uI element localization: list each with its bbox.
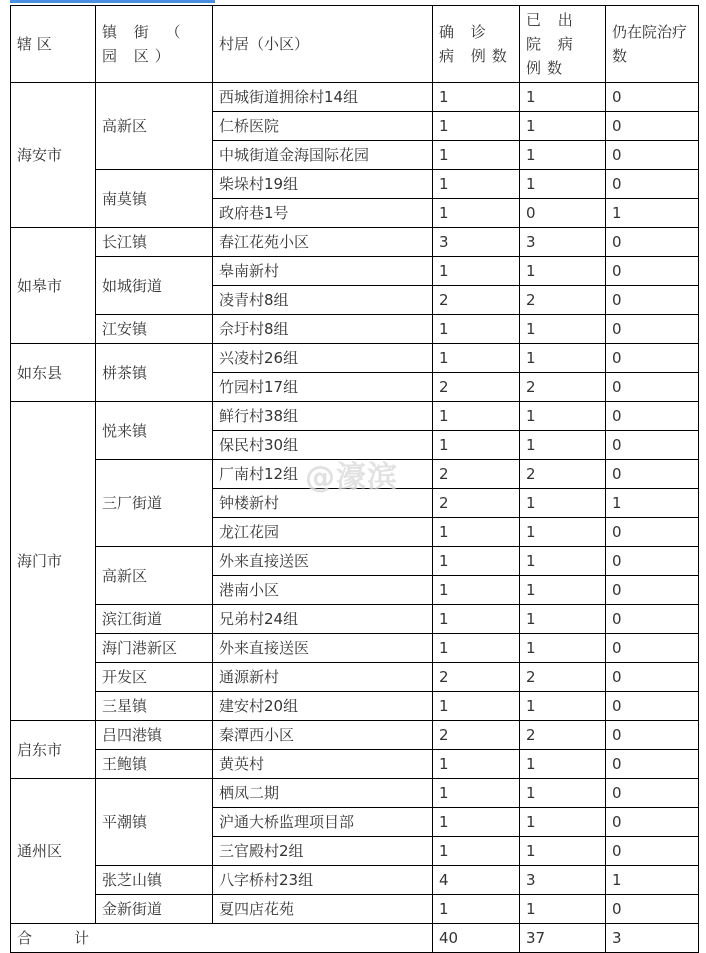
village-cell: 黄英村 <box>213 750 433 779</box>
header-hospitalized: 仍在院治疗数 <box>606 6 699 83</box>
village-cell: 春江花苑小区 <box>213 228 433 257</box>
discharged-cell: 3 <box>520 228 606 257</box>
discharged-cell: 1 <box>520 170 606 199</box>
discharged-cell: 2 <box>520 721 606 750</box>
hospitalized-cell: 0 <box>606 315 699 344</box>
confirmed-cell: 1 <box>433 692 520 721</box>
village-cell: 秦潭西小区 <box>213 721 433 750</box>
discharged-cell: 0 <box>520 199 606 228</box>
village-cell: 柴垛村19组 <box>213 170 433 199</box>
header-confirmed: 确 诊 病 例数 <box>433 6 520 83</box>
town-cell: 栟茶镇 <box>96 344 213 402</box>
table-row <box>11 257 699 286</box>
discharged-cell: 1 <box>520 779 606 808</box>
confirmed-cell: 3 <box>433 228 520 257</box>
table-row <box>11 228 699 257</box>
village-cell: 八字桥村23组 <box>213 866 433 895</box>
discharged-cell: 1 <box>520 83 606 112</box>
village-cell: 龙江花园 <box>213 518 433 547</box>
discharged-cell: 1 <box>520 431 606 460</box>
village-cell: 外来直接送医 <box>213 547 433 576</box>
confirmed-cell: 1 <box>433 808 520 837</box>
hospitalized-cell: 0 <box>606 837 699 866</box>
hospitalized-cell: 0 <box>606 83 699 112</box>
village-cell: 兄弟村24组 <box>213 605 433 634</box>
village-cell: 沪通大桥监理项目部 <box>213 808 433 837</box>
district-cell: 通州区 <box>11 779 96 924</box>
hospitalized-cell: 0 <box>606 634 699 663</box>
total-label-left: 合 <box>17 929 33 947</box>
town-cell: 三星镇 <box>96 692 213 721</box>
hospitalized-cell: 0 <box>606 257 699 286</box>
table-row <box>11 692 699 721</box>
confirmed-cell: 1 <box>433 257 520 286</box>
confirmed-cell: 1 <box>433 402 520 431</box>
table-row <box>11 460 699 489</box>
town-cell: 高新区 <box>96 547 213 605</box>
confirmed-cell: 1 <box>433 837 520 866</box>
hospitalized-cell: 0 <box>606 286 699 315</box>
table-row <box>11 170 699 199</box>
village-cell: 外来直接送医 <box>213 634 433 663</box>
confirmed-cell: 1 <box>433 634 520 663</box>
total-discharged-cell: 37 <box>520 924 606 953</box>
total-label <box>11 924 433 953</box>
discharged-cell: 1 <box>520 518 606 547</box>
district-cell: 启东市 <box>11 721 96 779</box>
hospitalized-cell: 0 <box>606 518 699 547</box>
town-cell: 三厂街道 <box>96 460 213 547</box>
discharged-cell: 2 <box>520 460 606 489</box>
town-cell: 海门港新区 <box>96 634 213 663</box>
hospitalized-cell: 0 <box>606 692 699 721</box>
discharged-cell: 1 <box>520 547 606 576</box>
town-cell: 如城街道 <box>96 257 213 315</box>
table-header-row <box>11 6 699 83</box>
confirmed-cell: 1 <box>433 779 520 808</box>
hospitalized-cell: 0 <box>606 344 699 373</box>
confirmed-cell: 2 <box>433 373 520 402</box>
hospitalized-cell: 0 <box>606 402 699 431</box>
confirmed-cell: 1 <box>433 431 520 460</box>
table-row <box>11 866 699 895</box>
confirmed-cell: 2 <box>433 663 520 692</box>
hospitalized-cell: 0 <box>606 373 699 402</box>
hospitalized-cell: 0 <box>606 170 699 199</box>
table-row <box>11 634 699 663</box>
confirmed-cell: 2 <box>433 460 520 489</box>
total-confirmed-cell: 40 <box>433 924 520 953</box>
district-cell: 如皋市 <box>11 228 96 344</box>
table-row <box>11 315 699 344</box>
hospitalized-cell: 0 <box>606 547 699 576</box>
village-cell: 鲜行村38组 <box>213 402 433 431</box>
watermark: @濠滨 <box>305 460 398 495</box>
table-row <box>11 895 699 924</box>
village-cell: 政府巷1号 <box>213 199 433 228</box>
discharged-cell: 1 <box>520 837 606 866</box>
district-cell: 海安市 <box>11 83 96 228</box>
hospitalized-cell: 0 <box>606 605 699 634</box>
village-cell: 三官殿村2组 <box>213 837 433 866</box>
town-cell: 滨江街道 <box>96 605 213 634</box>
confirmed-cell: 1 <box>433 344 520 373</box>
total-row <box>11 924 699 953</box>
table-row <box>11 547 699 576</box>
town-cell: 张芝山镇 <box>96 866 213 895</box>
village-cell: 通源新村 <box>213 663 433 692</box>
confirmed-cell: 4 <box>433 866 520 895</box>
village-cell: 夏四店花苑 <box>213 895 433 924</box>
confirmed-cell: 1 <box>433 895 520 924</box>
table-row <box>11 721 699 750</box>
header-village: 村居（小区） <box>213 6 433 83</box>
hospitalized-cell: 0 <box>606 663 699 692</box>
village-cell: 保民村30组 <box>213 431 433 460</box>
hospitalized-cell: 0 <box>606 460 699 489</box>
discharged-cell: 1 <box>520 605 606 634</box>
town-cell: 长江镇 <box>96 228 213 257</box>
total-label-right: 计 <box>74 929 90 947</box>
case-table <box>10 5 699 953</box>
town-cell: 南莫镇 <box>96 170 213 228</box>
discharged-cell: 1 <box>520 344 606 373</box>
district-cell: 如东县 <box>11 344 96 402</box>
table-row <box>11 83 699 112</box>
town-cell: 高新区 <box>96 83 213 170</box>
hospitalized-cell: 0 <box>606 228 699 257</box>
hospitalized-cell: 0 <box>606 750 699 779</box>
village-cell: 钟楼新村 <box>213 489 433 518</box>
confirmed-cell: 1 <box>433 141 520 170</box>
confirmed-cell: 1 <box>433 518 520 547</box>
discharged-cell: 1 <box>520 692 606 721</box>
table-row <box>11 402 699 431</box>
header-district: 辖 区 <box>11 6 96 83</box>
village-cell: 港南小区 <box>213 576 433 605</box>
confirmed-cell: 1 <box>433 605 520 634</box>
discharged-cell: 1 <box>520 750 606 779</box>
town-cell: 吕四港镇 <box>96 721 213 750</box>
confirmed-cell: 2 <box>433 489 520 518</box>
table-row <box>11 605 699 634</box>
confirmed-cell: 1 <box>433 199 520 228</box>
discharged-cell: 1 <box>520 141 606 170</box>
discharged-cell: 1 <box>520 257 606 286</box>
town-cell: 平潮镇 <box>96 779 213 866</box>
discharged-cell: 3 <box>520 866 606 895</box>
hospitalized-cell: 0 <box>606 431 699 460</box>
discharged-cell: 1 <box>520 576 606 605</box>
header-town: 镇 街 （ 园 区） <box>96 6 213 83</box>
discharged-cell: 2 <box>520 286 606 315</box>
discharged-cell: 2 <box>520 373 606 402</box>
hospitalized-cell: 0 <box>606 721 699 750</box>
table-row <box>11 750 699 779</box>
confirmed-cell: 1 <box>433 547 520 576</box>
village-cell: 建安村20组 <box>213 692 433 721</box>
hospitalized-cell: 0 <box>606 895 699 924</box>
village-cell: 竹园村17组 <box>213 373 433 402</box>
town-cell: 开发区 <box>96 663 213 692</box>
hospitalized-cell: 1 <box>606 199 699 228</box>
discharged-cell: 1 <box>520 634 606 663</box>
discharged-cell: 1 <box>520 402 606 431</box>
village-cell: 西城街道拥徐村14组 <box>213 83 433 112</box>
village-cell: 仁桥医院 <box>213 112 433 141</box>
village-cell: 中城街道金海国际花园 <box>213 141 433 170</box>
confirmed-cell: 2 <box>433 286 520 315</box>
hospitalized-cell: 0 <box>606 779 699 808</box>
confirmed-cell: 1 <box>433 83 520 112</box>
confirmed-cell: 1 <box>433 170 520 199</box>
confirmed-cell: 1 <box>433 750 520 779</box>
table-row <box>11 779 699 808</box>
village-cell: 兴凌村26组 <box>213 344 433 373</box>
hospitalized-cell: 0 <box>606 141 699 170</box>
discharged-cell: 2 <box>520 663 606 692</box>
hospitalized-cell: 0 <box>606 808 699 837</box>
village-cell: 皋南新村 <box>213 257 433 286</box>
hospitalized-cell: 0 <box>606 112 699 141</box>
confirmed-cell: 2 <box>433 721 520 750</box>
confirmed-cell: 1 <box>433 112 520 141</box>
village-cell: 栖凤二期 <box>213 779 433 808</box>
village-cell: 佘圩村8组 <box>213 315 433 344</box>
table-row <box>11 663 699 692</box>
town-cell: 金新街道 <box>96 895 213 924</box>
hospitalized-cell: 1 <box>606 489 699 518</box>
village-cell: 厂南村12组 <box>213 460 433 489</box>
confirmed-cell: 1 <box>433 576 520 605</box>
confirmed-cell: 1 <box>433 315 520 344</box>
header-discharged: 已 出 院 病例数 <box>520 6 606 83</box>
town-cell: 悦来镇 <box>96 402 213 460</box>
discharged-cell: 1 <box>520 808 606 837</box>
town-cell: 江安镇 <box>96 315 213 344</box>
hospitalized-cell: 0 <box>606 576 699 605</box>
discharged-cell: 1 <box>520 489 606 518</box>
village-cell: 凌青村8组 <box>213 286 433 315</box>
town-cell: 王鲍镇 <box>96 750 213 779</box>
discharged-cell: 1 <box>520 112 606 141</box>
table-row <box>11 344 699 373</box>
total-hospitalized-cell: 3 <box>606 924 699 953</box>
district-cell: 海门市 <box>11 402 96 721</box>
hospitalized-cell: 1 <box>606 866 699 895</box>
top-accent-bar <box>10 0 215 3</box>
discharged-cell: 1 <box>520 315 606 344</box>
discharged-cell: 1 <box>520 895 606 924</box>
